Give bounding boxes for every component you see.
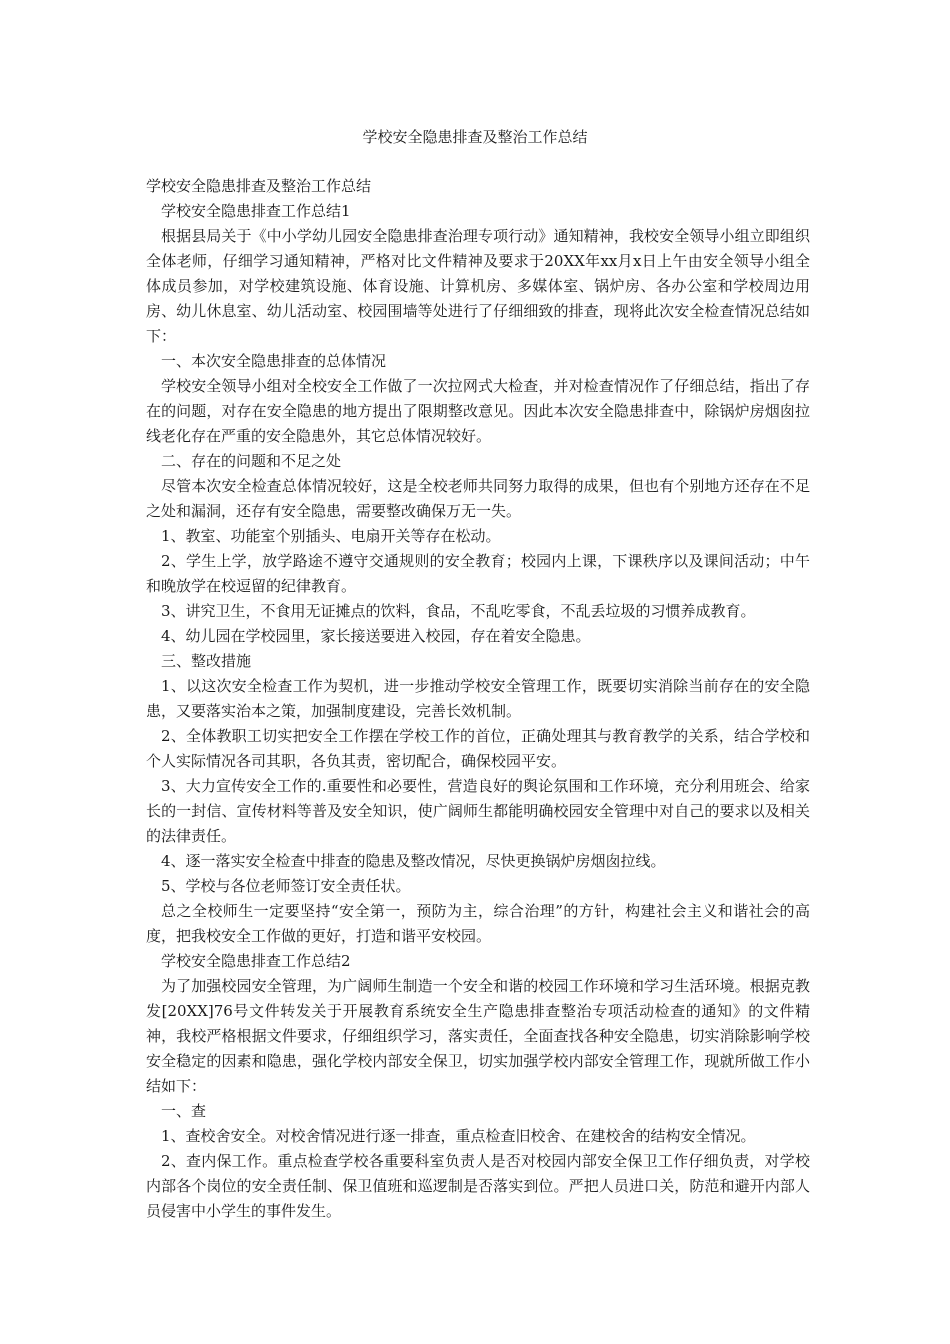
body-paragraph: 学校安全隐患排查及整治工作总结 — [146, 177, 372, 195]
body-paragraph: 1、查校舍安全。对校舍情况进行逐一排查，重点检查旧校舍、在建校舍的结构安全情况。 — [161, 1127, 756, 1145]
body-paragraph: 三、整改措施 — [161, 652, 252, 670]
body-paragraph: 一、本次安全隐患排查的总体情况 — [161, 352, 387, 370]
body-paragraph: 1、教室、功能室个别插头、电扇开关等存在松动。 — [161, 527, 501, 545]
body-paragraph: 2、全体教职工切实把安全工作摆在学校工作的首位，正确处理其与教育教学的关系，结合学校和个人实际情况各司其职，各负其责，密切配合，确保校园平安。 — [146, 727, 810, 770]
document-title: 学校安全隐患排查及整治工作总结 — [362, 128, 588, 146]
body-paragraph: 尽管本次安全检查总体情况较好，这是全校老师共同努力取得的成果，但也有个别地方还存在不足之处和漏洞，还存有安全隐患，需要整改确保万无一失。 — [146, 477, 810, 520]
body-paragraph: 4、幼儿园在学校园里，家长接送要进入校园，存在着安全隐患。 — [161, 627, 591, 645]
body-paragraph: 学校安全隐患排查工作总结1 — [161, 202, 351, 220]
body-paragraph: 5、学校与各位老师签订安全责任状。 — [161, 877, 411, 895]
body-paragraph: 二、存在的问题和不足之处 — [161, 452, 342, 470]
body-paragraph: 根据县局关于《中小学幼儿园安全隐患排查治理专项行动》通知精神，我校安全领导小组立即组织全体老师，仔细学习通知精神，严格对比文件精神及要求于20XX年xx月x日上午由安全领导小组全体成员参加，对学校建筑设施、体育设施、计算机房、多媒体室、锅炉房、各办公室和学校周边用房、幼儿休息室、幼儿活动室、校园围墙等处进行了仔细细致的排查，现将此次安全检查情况总结如下： — [146, 227, 810, 345]
document-body — [146, 174, 810, 1224]
body-paragraph: 3、讲究卫生，不食用无证摊点的饮料，食品，不乱吃零食，不乱丢垃圾的习惯养成教育。 — [161, 602, 756, 620]
body-paragraph: 学校安全隐患排查工作总结2 — [161, 952, 351, 970]
body-paragraph: 1、以这次安全检查工作为契机，进一步推动学校安全管理工作，既要切实消除当前存在的安全隐患，又要落实治本之策，加强制度建设，完善长效机制。 — [146, 677, 810, 720]
body-paragraph: 一、查 — [161, 1102, 207, 1120]
body-paragraph: 为了加强校园安全管理，为广阔师生制造一个安全和谐的校园工作环境和学习生活环境。根据克教发[20XX]76号文件转发关于开展教育系统安全生产隐患排查整治专项活动检查的通知》的文件精神，我校严格根据文件要求，仔细组织学习，落实责任，全面查找各种安全隐患，切实消除影响学校安全稳定的因素和隐患，强化学校内部安全保卫，切实加强学校内部安全管理工作，现就所做工作小结如下： — [146, 977, 810, 1095]
body-paragraph: 4、逐一落实安全检查中排查的隐患及整改情况，尽快更换锅炉房烟囱拉线。 — [161, 852, 666, 870]
body-paragraph: 学校安全领导小组对全校安全工作做了一次拉网式大检查，并对检查情况作了仔细总结，指出了存在的问题，对存在安全隐患的地方提出了限期整改意见。因此本次安全隐患排查中，除锅炉房烟囱拉线老化存在严重的安全隐患外，其它总体情况较好。 — [146, 377, 810, 445]
body-paragraph: 2、学生上学，放学路途不遵守交通规则的安全教育；校园内上课，下课秩序以及课间活动；中午和晚放学在校逗留的纪律教育。 — [146, 552, 810, 595]
body-paragraph: 3、大力宣传安全工作的.重要性和必要性，营造良好的舆论氛围和工作环境，充分利用班会、给家长的一封信、宣传材料等普及安全知识，使广阔师生都能明确校园安全管理中对自己的要求以及相关的法律责任。 — [146, 777, 810, 845]
body-paragraph: 2、查内保工作。重点检查学校各重要科室负责人是否对校园内部安全保卫工作仔细负责，对学校内部各个岗位的安全责任制、保卫值班和巡逻制是否落实到位。严把人员进口关，防范和避开内部人员侵害中小学生的事件发生。 — [146, 1152, 810, 1220]
body-paragraph: 总之全校师生一定要坚持“安全第一，预防为主，综合治理”的方针，构建社会主义和谐社会的高度，把我校安全工作做的更好，打造和谐平安校园。 — [146, 902, 810, 945]
